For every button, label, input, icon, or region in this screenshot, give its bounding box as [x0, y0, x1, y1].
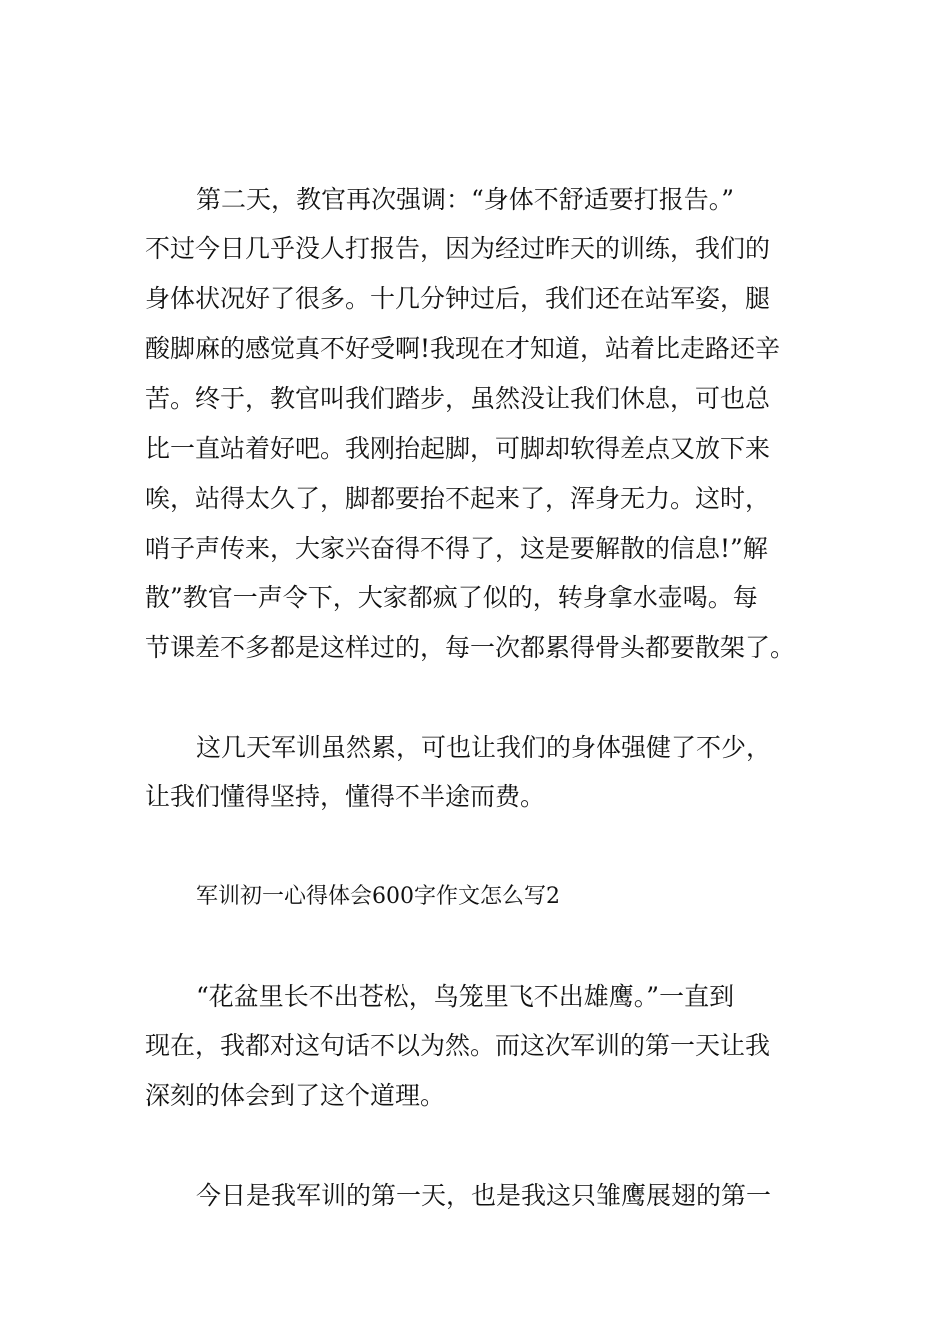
paragraph-line: 身体状况好了很多。十几分钟过后，我们还在站军姿，腿 [145, 284, 771, 313]
paragraph-line: 让我们懂得坚持，懂得不半途而费。 [145, 782, 546, 811]
section-heading: 军训初一心得体会600字作文怎么写2 [196, 884, 560, 909]
paragraph-line: 比一直站着好吧。我刚抬起脚，可脚却软得差点又放下来 [145, 434, 771, 463]
paragraph-line: 第二天，教官再次强调：“身体不舒适要打报告。” [196, 185, 735, 214]
paragraph-line: 唉，站得太久了，脚都要抬不起来了，浑身无力。这时， [145, 484, 771, 513]
paragraph-line: 这几天军训虽然累，可也让我们的身体强健了不少， [196, 733, 772, 762]
paragraph-line: “花盆里长不出苍松，鸟笼里飞不出雄鹰。”一直到 [196, 982, 735, 1011]
paragraph-line: 苦。终于，教官叫我们踏步，虽然没让我们休息，可也总 [145, 384, 771, 413]
paragraph-line: 散”教官一声令下，大家都疯了似的，转身拿水壶喝。每 [145, 583, 758, 612]
paragraph-line: 哨子声传来，大家兴奋得不得了，这是要解散的信息!”解 [145, 534, 768, 563]
paragraph-line: 深刻的体会到了这个道理。 [145, 1081, 446, 1110]
paragraph-line: 节课差不多都是这样过的，每一次都累得骨头都要散架了。 [145, 633, 796, 662]
paragraph-line: 现在，我都对这句话不以为然。而这次军训的第一天让我 [145, 1031, 771, 1060]
paragraph-line: 酸脚麻的感觉真不好受啊!我现在才知道，站着比走路还辛 [145, 334, 781, 363]
paragraph-line: 今日是我军训的第一天，也是我这只雏鹰展翅的第一 [196, 1181, 772, 1210]
paragraph-line: 不过今日几乎没人打报告，因为经过昨天的训练，我们的 [145, 234, 771, 263]
